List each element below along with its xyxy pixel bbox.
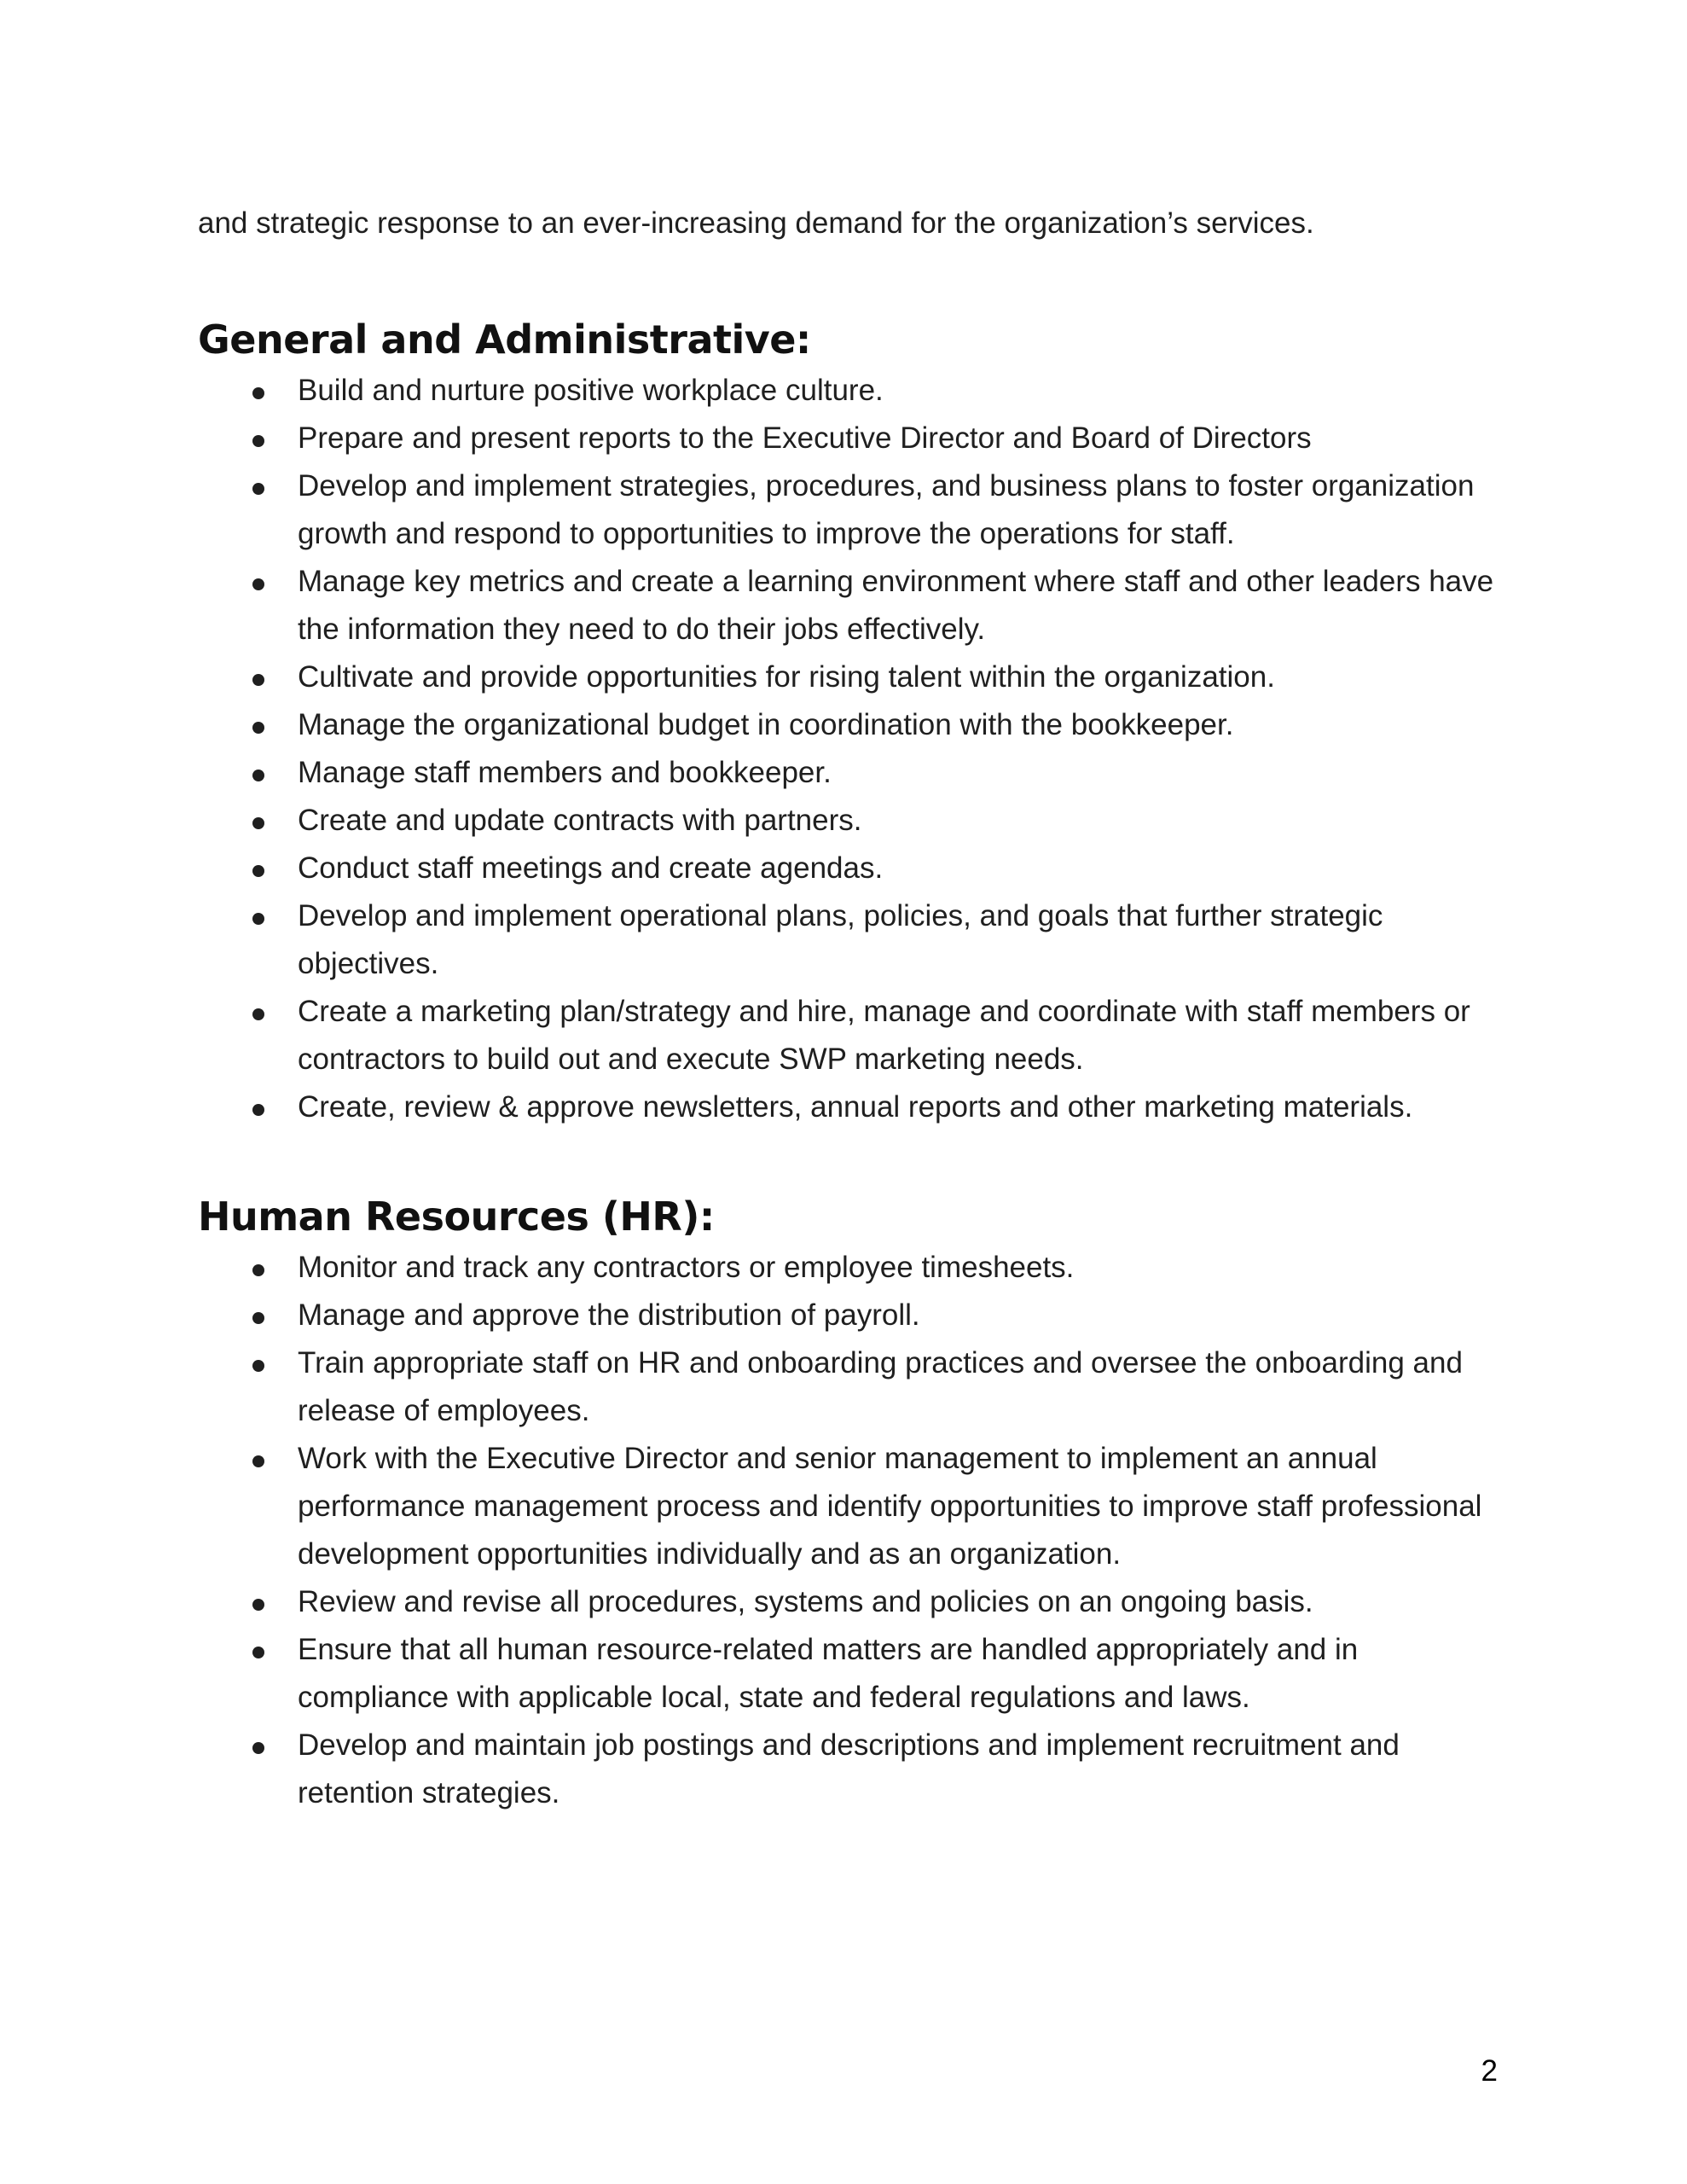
list-item — [198, 1626, 1511, 1722]
bullet-icon — [252, 913, 264, 925]
intro-paragraph: and strategic response to an ever-increasing demand for the organization’s services. — [198, 206, 1314, 240]
list-item — [198, 1244, 1511, 1292]
list-item-text: Monitor and track any contractors or employee timesheets. — [298, 1251, 1075, 1284]
list-item — [198, 653, 1511, 701]
list-item — [198, 558, 1511, 653]
section-heading: Human Resources (HR): — [198, 1194, 715, 1240]
page-number: 2 — [1481, 2054, 1498, 2088]
list-item-text: Review and revise all procedures, systems and policies on an ongoing basis. — [298, 1585, 1313, 1618]
list-item-text: Create, review & approve newsletters, annual reports and other marketing materials. — [298, 1090, 1413, 1124]
list-item — [198, 845, 1511, 892]
bullet-list — [198, 1244, 1511, 1817]
bullet-icon — [252, 1008, 264, 1020]
list-item-text: Develop and maintain job postings and descriptions and implement recruitment and retention strategies. — [298, 1728, 1400, 1809]
list-item-text: Manage the organizational budget in coordination with the bookkeeper. — [298, 708, 1234, 741]
list-item-text: Prepare and present reports to the Executive Director and Board of Directors — [298, 421, 1312, 455]
list-item — [198, 1722, 1511, 1817]
bullet-icon — [252, 1455, 264, 1467]
bullet-icon — [252, 1264, 264, 1276]
section-general-administrative — [198, 312, 1511, 1131]
list-item — [198, 988, 1511, 1083]
bullet-icon — [252, 722, 264, 734]
list-item — [198, 1292, 1511, 1339]
list-item-text: Develop and implement operational plans, policies, and goals that further strategic objectives. — [298, 899, 1383, 980]
list-item — [198, 1339, 1511, 1435]
bullet-icon — [252, 1104, 264, 1116]
section-human-resources — [198, 1189, 1511, 1817]
bullet-icon — [252, 435, 264, 447]
bullet-icon — [252, 865, 264, 877]
list-item — [198, 797, 1511, 845]
list-item-text: Develop and implement strategies, procedures, and business plans to foster organization growth and respond to opportunities to improve the operations for staff. — [298, 469, 1475, 550]
list-item — [198, 892, 1511, 988]
list-item — [198, 462, 1511, 558]
section-heading: General and Administrative: — [198, 317, 811, 363]
list-item-text: Manage and approve the distribution of payroll. — [298, 1298, 920, 1332]
bullet-icon — [252, 1599, 264, 1611]
list-item-text: Manage staff members and bookkeeper. — [298, 756, 832, 789]
list-item — [198, 1083, 1511, 1131]
list-item — [198, 367, 1511, 415]
list-item-text: Conduct staff meetings and create agendas. — [298, 851, 884, 885]
bullet-icon — [252, 817, 264, 829]
list-item-text: Train appropriate staff on HR and onboarding practices and oversee the onboarding and release of employees. — [298, 1346, 1463, 1427]
list-item — [198, 701, 1511, 749]
bullet-list — [198, 367, 1511, 1131]
bullet-icon — [252, 770, 264, 781]
list-item-text: Build and nurture positive workplace culture. — [298, 374, 884, 407]
bullet-icon — [252, 1312, 264, 1324]
list-item — [198, 749, 1511, 797]
bullet-icon — [252, 578, 264, 590]
bullet-icon — [252, 1742, 264, 1754]
list-item-text: Manage key metrics and create a learning environment where staff and other leaders have the information they need to do their jobs effectively. — [298, 565, 1494, 646]
bullet-icon — [252, 387, 264, 399]
list-item — [198, 1435, 1511, 1578]
bullet-icon — [252, 483, 264, 495]
list-item-text: Work with the Executive Director and senior management to implement an annual performance management process and identify opportunities to improve staff professional development opportunities individually and as an organization. — [298, 1442, 1482, 1571]
list-item-text: Create and update contracts with partners. — [298, 804, 862, 837]
list-item — [198, 1578, 1511, 1626]
list-item-text: Create a marketing plan/strategy and hire, manage and coordinate with staff members or contractors to build out and execute SWP marketing needs. — [298, 995, 1470, 1076]
bullet-icon — [252, 674, 264, 686]
list-item — [198, 415, 1511, 462]
bullet-icon — [252, 1360, 264, 1372]
bullet-icon — [252, 1647, 264, 1658]
list-item-text: Cultivate and provide opportunities for rising talent within the organization. — [298, 660, 1275, 694]
list-item-text: Ensure that all human resource-related matters are handled appropriately and in compliance with applicable local, state and federal regulations and laws. — [298, 1633, 1359, 1714]
